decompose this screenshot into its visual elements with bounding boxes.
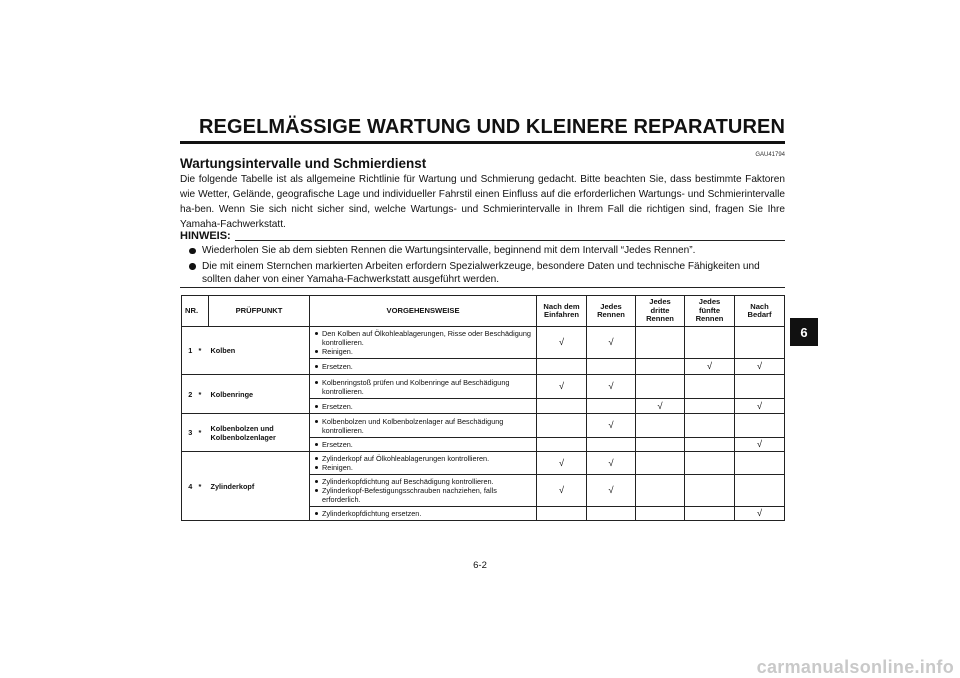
procedure-cell bbox=[310, 327, 537, 359]
check-mark-icon: √ bbox=[558, 457, 565, 469]
interval-cell bbox=[636, 507, 685, 521]
procedure-step bbox=[315, 463, 534, 472]
row-number: 1 bbox=[182, 327, 199, 375]
watermark: carmanualsonline.info bbox=[756, 657, 954, 677]
row-number: 4 bbox=[182, 452, 199, 521]
interval-cell bbox=[735, 375, 785, 399]
note-item bbox=[180, 244, 785, 258]
procedure-step bbox=[315, 486, 534, 504]
check-mark-icon: √ bbox=[558, 337, 565, 348]
procedure-cell bbox=[310, 399, 537, 414]
interval-cell bbox=[636, 475, 685, 507]
bullet-icon bbox=[315, 381, 318, 384]
header-item: PRÜFPUNKT bbox=[209, 296, 310, 327]
procedure-cell bbox=[310, 438, 537, 452]
page-number: 6-2 bbox=[473, 560, 487, 571]
interval-cell bbox=[537, 414, 587, 438]
note-heading: HINWEIS: bbox=[180, 230, 231, 242]
interval-cell bbox=[685, 438, 735, 452]
table-row bbox=[182, 414, 785, 438]
section-heading: Wartungsintervalle und Schmierdienst bbox=[180, 156, 427, 171]
table-row bbox=[182, 452, 785, 475]
interval-cell bbox=[587, 399, 636, 414]
interval-cell bbox=[735, 475, 785, 507]
row-number: 2 bbox=[182, 375, 199, 414]
interval-cell bbox=[537, 452, 587, 475]
procedure-text: Kolbenbolzen und Kolbenbolzenlager auf Beschädigung kontrollieren. bbox=[322, 416, 504, 435]
table-body bbox=[182, 327, 785, 521]
check-mark-icon: √ bbox=[608, 337, 614, 348]
procedure-text: Ersetzen. bbox=[322, 362, 353, 371]
interval-cell bbox=[636, 438, 685, 452]
header-line: dritte bbox=[650, 305, 670, 315]
check-item: Kolben bbox=[209, 327, 310, 375]
procedure-text: Ersetzen. bbox=[322, 401, 353, 411]
header-after-break-in bbox=[537, 296, 587, 327]
interval-cell bbox=[636, 375, 685, 399]
interval-cell bbox=[685, 452, 735, 475]
procedure-text: Zylinderkopf auf Ölkohleablagerungen kontrollieren. bbox=[322, 454, 490, 463]
procedure-text: Reinigen. bbox=[322, 347, 353, 356]
procedure-cell bbox=[310, 359, 537, 375]
procedure-cell bbox=[310, 375, 537, 399]
interval-cell bbox=[587, 375, 636, 399]
special-tool-marker: * bbox=[199, 414, 209, 452]
procedure-cell bbox=[310, 452, 537, 475]
interval-cell bbox=[587, 327, 636, 359]
note-item bbox=[180, 260, 785, 287]
procedure-text: Reinigen. bbox=[322, 463, 353, 472]
interval-cell bbox=[636, 414, 685, 438]
check-mark-icon: √ bbox=[756, 361, 763, 372]
bullet-icon bbox=[315, 480, 318, 483]
bullet-icon bbox=[315, 512, 318, 515]
header-nr: NR. bbox=[182, 296, 209, 327]
header-line: Nach bbox=[750, 301, 769, 311]
interval-cell bbox=[685, 414, 735, 438]
bullet-icon bbox=[315, 420, 318, 423]
interval-cell bbox=[735, 414, 785, 438]
interval-cell bbox=[685, 327, 735, 359]
interval-cell bbox=[587, 359, 636, 375]
bullet-icon bbox=[315, 466, 318, 469]
procedure-step bbox=[315, 417, 534, 435]
check-mark-icon: √ bbox=[608, 457, 614, 469]
interval-cell bbox=[537, 438, 587, 452]
procedure-text: Den Kolben auf Ölkohleablagerungen, Risse oder Beschädigung kontrollieren. bbox=[322, 329, 531, 347]
interval-cell bbox=[537, 327, 587, 359]
interval-cell bbox=[735, 452, 785, 475]
header-every-third-race bbox=[636, 296, 685, 327]
special-tool-marker: * bbox=[199, 375, 209, 414]
procedure-text: Zylinderkopfdichtung ersetzen. bbox=[322, 509, 422, 518]
interval-cell bbox=[537, 359, 587, 375]
interval-cell bbox=[735, 359, 785, 375]
interval-cell bbox=[587, 438, 636, 452]
interval-cell bbox=[685, 375, 735, 399]
interval-cell bbox=[685, 507, 735, 521]
procedure-step bbox=[315, 454, 534, 463]
header-line: Bedarf bbox=[747, 310, 772, 319]
table-header-row bbox=[182, 296, 785, 327]
note-bottom-rule bbox=[180, 287, 785, 288]
check-mark-icon: √ bbox=[608, 420, 614, 431]
bullet-icon bbox=[315, 489, 318, 492]
table-row bbox=[182, 375, 785, 399]
title-rule bbox=[180, 141, 785, 144]
header-line: fünfte bbox=[698, 305, 721, 315]
note-item-text: Die mit einem Sternchen markierten Arbeiten erfordern Spezialwerkzeuge, besondere Daten und technische Fähigkeiten und sollten daher von einer Yamaha-Fachwerkstatt ausgeführt werden. bbox=[202, 260, 760, 286]
chapter-tab: 6 bbox=[790, 318, 818, 346]
procedure-step bbox=[315, 329, 534, 347]
bullet-icon bbox=[315, 365, 318, 368]
interval-cell bbox=[735, 327, 785, 359]
special-tool-marker: * bbox=[199, 327, 209, 375]
procedure-step bbox=[315, 440, 534, 449]
interval-cell bbox=[685, 475, 735, 507]
interval-cell bbox=[636, 327, 685, 359]
interval-cell bbox=[537, 399, 587, 414]
special-tool-marker: * bbox=[199, 452, 209, 521]
header-line: Rennen bbox=[646, 314, 674, 324]
interval-cell bbox=[685, 399, 735, 414]
header-line: Jedes bbox=[698, 297, 721, 307]
check-item: Kolbenbolzen und Kolbenbolzenlager bbox=[209, 414, 310, 452]
row-number: 3 bbox=[182, 414, 199, 452]
interval-cell bbox=[587, 452, 636, 475]
check-mark-icon: √ bbox=[706, 361, 713, 372]
procedure-step bbox=[315, 362, 534, 371]
note-item-text: Wiederholen Sie ab dem siebten Rennen die Wartungsintervalle, beginnend mit dem Intervall “Jedes Rennen”. bbox=[202, 245, 696, 256]
interval-cell bbox=[636, 399, 685, 414]
header-line: Jedes bbox=[649, 297, 671, 307]
interval-cell bbox=[685, 359, 735, 375]
interval-cell bbox=[636, 452, 685, 475]
header-every-fifth-race bbox=[685, 296, 735, 327]
check-mark-icon: √ bbox=[558, 381, 565, 392]
procedure-step bbox=[315, 402, 534, 411]
interval-cell bbox=[735, 399, 785, 414]
check-mark-icon: √ bbox=[608, 485, 614, 496]
interval-cell bbox=[537, 507, 587, 521]
table-row bbox=[182, 327, 785, 359]
header-line: Jedes bbox=[600, 301, 622, 311]
procedure-step bbox=[315, 477, 534, 486]
procedure-cell bbox=[310, 475, 537, 507]
procedure-step bbox=[315, 509, 534, 518]
bullet-icon bbox=[315, 332, 318, 335]
page-title: REGELMÄSSIGE WARTUNG UND KLEINERE REPARATUREN bbox=[198, 116, 785, 138]
check-mark-icon: √ bbox=[756, 508, 763, 519]
procedure-cell bbox=[310, 507, 537, 521]
note-list bbox=[180, 244, 785, 289]
check-mark-icon: √ bbox=[608, 381, 614, 392]
check-mark-icon: √ bbox=[657, 400, 663, 412]
interval-cell bbox=[636, 359, 685, 375]
check-mark-icon: √ bbox=[756, 400, 763, 412]
intro-paragraph: Die folgende Tabelle ist als allgemeine Richtlinie für Wartung und Schmierung gedacht. Bitte beachten Sie, dass bestimmte Faktoren wie Wetter, Gelände, geografische Lage und individueller Fahrstil einen Einfluss auf die erforderlichen Wartungs- und Schmierintervalle ha-ben. Wenn Sie sich nicht sicher sind, welche Wartungs- und Schmierintervalle in Ihrem Fall die richtigen sind, fragen Sie Ihre Yamaha-Fachwerkstatt. bbox=[180, 174, 785, 230]
interval-cell bbox=[587, 507, 636, 521]
maintenance-table bbox=[181, 295, 785, 521]
document-code: GAU41794 bbox=[755, 152, 785, 158]
interval-cell bbox=[537, 375, 587, 399]
bullet-icon bbox=[315, 405, 318, 408]
check-mark-icon: √ bbox=[756, 439, 763, 450]
check-item: Zylinderkopf bbox=[209, 452, 310, 521]
bullet-icon bbox=[315, 457, 318, 460]
bullet-icon bbox=[189, 263, 196, 270]
header-line: Rennen bbox=[695, 314, 724, 324]
procedure-step bbox=[315, 378, 534, 396]
bullet-icon bbox=[315, 443, 318, 446]
procedure-cell bbox=[310, 414, 537, 438]
procedure-text: Kolbenringstoß prüfen und Kolbenringe auf Beschädigung kontrollieren. bbox=[322, 377, 510, 396]
interval-cell bbox=[587, 475, 636, 507]
interval-cell bbox=[587, 414, 636, 438]
header-procedure: VORGEHENSWEISE bbox=[310, 296, 537, 327]
procedure-text: Ersetzen. bbox=[322, 440, 353, 449]
bullet-icon bbox=[189, 248, 196, 255]
header-line: Rennen bbox=[597, 310, 625, 319]
header-as-needed bbox=[735, 296, 785, 327]
procedure-text: Zylinderkopf-Befestigungsschrauben nachziehen, falls erforderlich. bbox=[322, 486, 497, 504]
header-line: Einfahren bbox=[544, 310, 580, 319]
interval-cell bbox=[537, 475, 587, 507]
procedure-text: Zylinderkopfdichtung auf Beschädigung kontrollieren. bbox=[322, 477, 494, 486]
check-item: Kolbenringe bbox=[209, 375, 310, 414]
check-mark-icon: √ bbox=[558, 485, 565, 496]
bullet-icon bbox=[315, 350, 318, 353]
interval-cell bbox=[735, 438, 785, 452]
note-rule bbox=[235, 240, 785, 241]
header-line: Nach dem bbox=[543, 301, 580, 311]
interval-cell bbox=[735, 507, 785, 521]
header-every-race bbox=[587, 296, 636, 327]
procedure-step bbox=[315, 347, 534, 356]
